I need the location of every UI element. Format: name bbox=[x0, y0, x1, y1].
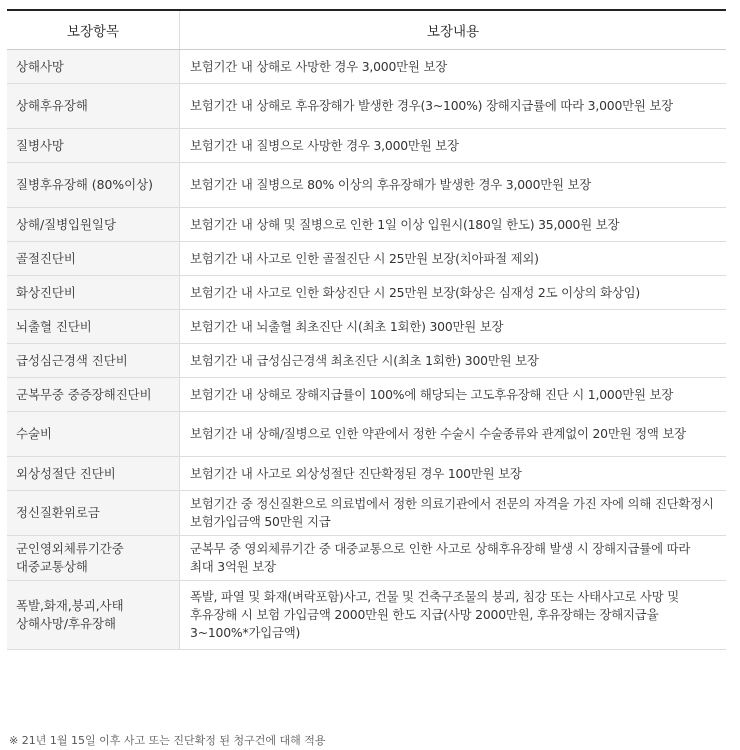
row-item: 군복무중 중증장해진단비 bbox=[7, 378, 180, 412]
row-content: 보험기간 내 상해로 후유장해가 발생한 경우(3~100%) 장해지급률에 따라 3,000만원 보장 bbox=[180, 84, 727, 129]
table-row bbox=[7, 242, 726, 276]
row-item: 뇌출혈 진단비 bbox=[7, 310, 180, 344]
row-content: 보험기간 내 상해 및 질병으로 인한 1일 이상 입원시(180일 한도) 35,000원 보장 bbox=[180, 208, 727, 242]
table-row bbox=[7, 378, 726, 412]
header-coverage-item: 보장항목 bbox=[7, 10, 180, 50]
row-item: 질병후유장해 (80%이상) bbox=[7, 163, 180, 208]
row-content: 보험기간 내 뇌출혈 최초진단 시(최초 1회한) 300만원 보장 bbox=[180, 310, 727, 344]
row-item: 군인영외체류기간중 대중교통상해 bbox=[7, 536, 180, 581]
row-content: 보험기간 내 상해/질병으로 인한 약관에서 정한 수술시 수술종류와 관계없이 20만원 정액 보장 bbox=[180, 412, 727, 457]
table-row bbox=[7, 344, 726, 378]
table-row bbox=[7, 491, 726, 536]
table-row bbox=[7, 129, 726, 163]
header-coverage-content: 보장내용 bbox=[180, 10, 727, 50]
coverage-table bbox=[7, 9, 726, 650]
row-content: 보험기간 내 사고로 인한 화상진단 시 25만원 보장(화상은 심재성 2도 이상의 화상임) bbox=[180, 276, 727, 310]
row-content: 보험기간 내 급성심근경색 최초진단 시(최초 1회한) 300만원 보장 bbox=[180, 344, 727, 378]
table-row bbox=[7, 310, 726, 344]
row-content: 보험기간 내 상해로 사망한 경우 3,000만원 보장 bbox=[180, 50, 727, 84]
table-row bbox=[7, 457, 726, 491]
row-item: 외상성절단 진단비 bbox=[7, 457, 180, 491]
row-item: 화상진단비 bbox=[7, 276, 180, 310]
row-item: 골절진단비 bbox=[7, 242, 180, 276]
row-item: 상해/질병입원일당 bbox=[7, 208, 180, 242]
row-content: 보험기간 내 질병으로 80% 이상의 후유장해가 발생한 경우 3,000만원 보장 bbox=[180, 163, 727, 208]
row-content: 보험기간 중 정신질환으로 의료법에서 정한 의료기관에서 전문의 자격을 가진 자에 의해 진단확정시 보험가입금액 50만원 지급 bbox=[180, 491, 727, 536]
table-row bbox=[7, 412, 726, 457]
table-header-row bbox=[7, 10, 726, 50]
row-content: 폭발, 파열 및 화재(벼락포함)사고, 건물 및 건축구조물의 붕괴, 침강 또는 사태사고로 사망 및 후유장해 시 보험 가입금액 2000만원 한도 지급(사망 2000만원, 후유장해는 장해지급율 3~100%*가입금액) bbox=[180, 581, 727, 650]
row-content: 군복무 중 영외체류기간 중 대중교통으로 인한 사고로 상해후유장해 발생 시 장해지급률에 따라 최대 3억원 보장 bbox=[180, 536, 727, 581]
table-row bbox=[7, 581, 726, 650]
row-item: 상해후유장해 bbox=[7, 84, 180, 129]
row-item: 수술비 bbox=[7, 412, 180, 457]
row-content: 보험기간 내 사고로 외상성절단 진단확정된 경우 100만원 보장 bbox=[180, 457, 727, 491]
row-item: 폭발,화재,붕괴,사태 상해사망/후유장해 bbox=[7, 581, 180, 650]
row-content: 보험기간 내 질병으로 사망한 경우 3,000만원 보장 bbox=[180, 129, 727, 163]
table-row bbox=[7, 50, 726, 84]
row-item: 정신질환위로금 bbox=[7, 491, 180, 536]
table-row bbox=[7, 208, 726, 242]
row-content: 보험기간 내 사고로 인한 골절진단 시 25만원 보장(치아파절 제외) bbox=[180, 242, 727, 276]
table-row bbox=[7, 163, 726, 208]
table-row bbox=[7, 84, 726, 129]
table-row bbox=[7, 276, 726, 310]
row-item: 상해사망 bbox=[7, 50, 180, 84]
row-item: 질병사망 bbox=[7, 129, 180, 163]
row-item: 급성심근경색 진단비 bbox=[7, 344, 180, 378]
row-content: 보험기간 내 상해로 장해지급률이 100%에 해당되는 고도후유장해 진단 시 1,000만원 보장 bbox=[180, 378, 727, 412]
coverage-table-container bbox=[7, 9, 726, 650]
footnote: ※ 21년 1월 15일 이후 사고 또는 진단확정 된 청구건에 대해 적용 bbox=[9, 734, 326, 747]
table-row bbox=[7, 536, 726, 581]
